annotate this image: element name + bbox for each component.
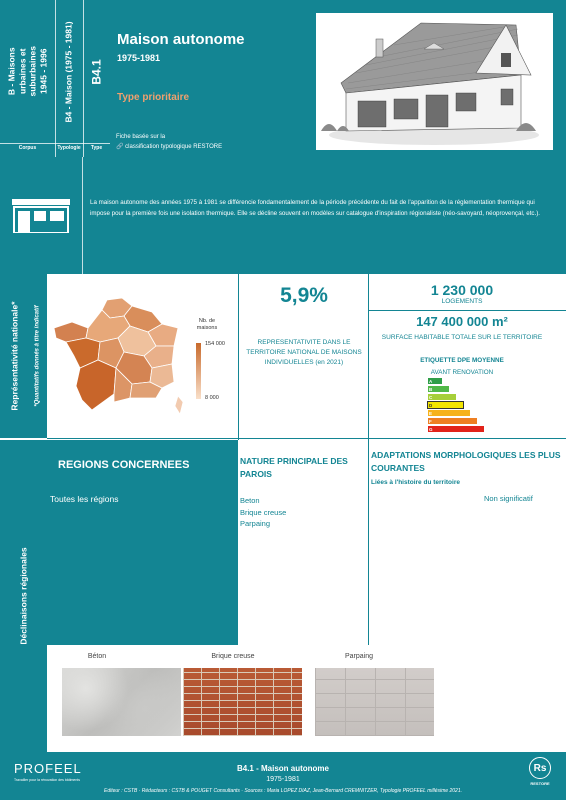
logements-label: LOGEMENTS [441,298,483,305]
typologie-column [55,0,83,143]
side-representativite [0,274,47,438]
dpe-class-d: D [428,402,463,408]
intro-text: La maison autonome des années 1975 à 1981 se différencie fondamentalement de la période précédente du fait de l'apparition de la réglementation thermique qui impose pour la première fois une isolation thermique. Elle se décline souvent en modèles sur catalogue d'inspiration régionaliste (néo-savoyard, néoprovençal, etc.). [90,199,541,217]
material-label-brique: Brique creuse [211,653,255,660]
material-swatch-brique [183,668,302,736]
dpe-title: ETIQUETTE DPE MOYENNE [420,357,504,364]
divider [368,310,566,311]
divider [0,143,110,144]
dpe-class-c: C [428,394,456,400]
surface-label: SURFACE HABITABLE TOTALE SUR LE TERRITOIRE [381,334,543,341]
map-legend-max: 154 000 [205,341,225,347]
typologie-col-label: Typologie [57,145,81,151]
restore-logo-label: RESTORE [530,781,550,786]
map-legend-label: Nb. de maisons [196,318,218,332]
link-icon: 🔗 [116,143,124,150]
percent-value: 5,9% [280,284,328,307]
percent-description: REPRESENTATIVITE DANS LE TERRITOIRE NATIONAL DE MAISONS INDIVIDUELLES (en 2021) [246,339,362,367]
side-note: *Quantitatifs donnés à titre indicatif [34,305,41,407]
side-title: Déclinaisons régionales [18,547,29,645]
footer-credits: Editeur : CSTB · Rédacteurs : CSTB & POUGET Consultants · Sources : Maria LOPEZ DIAZ, Jean-Bernard CREMNITZER, Typologie PROFEEL millésime 2021. [104,788,462,794]
material-swatch-beton [62,668,181,736]
adaptations-subtitle: Liées à l'histoire du territoire [371,479,460,486]
nature-item: Beton [240,496,260,505]
dpe-class-a: A [428,378,442,384]
type-label: B4.1 [89,58,104,85]
header-left-panel [0,0,110,157]
dpe-label-chart [428,378,498,438]
france-map [52,298,187,416]
nature-item: Brique creuse [240,507,287,517]
nature-list [240,495,286,530]
side-title-wrap [0,440,47,752]
logements-value: 1 230 000 [430,282,494,298]
material-label-beton: Béton [87,653,107,660]
fiche-link[interactable]: classification typologique RESTORE [125,143,223,150]
side-note-wrap [28,274,47,438]
profeel-tagline: Travailler pour la rénovation des bâtiments [14,778,81,782]
dpe-class-f: F [428,418,477,424]
corpus-column [0,0,55,143]
page-years: 1975-1981 [117,53,161,63]
profeel-logo: PROFEEL [14,761,82,776]
type-prioritaire-label: Type prioritaire [117,92,190,103]
fiche-note [116,133,222,152]
divider [47,438,566,439]
regions-value: Toutes les régions [50,494,119,504]
nature-item: Parpaing [240,519,271,529]
typologie-label: B4 - Maison (1975 - 1981) [64,20,75,123]
restore-logo: Rs [529,757,551,779]
material-label-parpaing: Parpaing [344,653,374,660]
adaptations-value: Non significatif [484,494,533,503]
page-title: Maison autonome [117,31,245,48]
divider [368,274,369,440]
dpe-class-b: B [428,386,449,392]
type-col-label: Type [90,145,103,151]
corpus-label: B - Maisons urbaines et suburbaines 1945 - 1996 [6,46,49,97]
map-legend-scale [196,343,201,399]
material-swatch-parpaing [315,668,434,736]
type-column [83,0,110,143]
side-title: Représentativité nationale* [10,301,20,411]
regions-title: REGIONS CONCERNEES [58,459,190,471]
fiche-line2-row[interactable] [116,143,222,153]
adaptations-title: ADAPTATIONS MORPHOLOGIQUES LES PLUS COURANTES [371,450,561,474]
divider [82,157,83,274]
fiche-line1: Fiche basée sur la [116,134,166,140]
nature-title: NATURE PRINCIPALE DES PAROIS [240,456,348,480]
surface-value: 147 400 000 m² [416,314,508,329]
house-illustration [316,13,553,150]
side-title-wrap [0,274,30,438]
side-declinaisons [0,440,47,752]
dpe-class-e: E [428,410,470,416]
map-legend-min: 8 000 [205,395,219,401]
footer-title: B4.1 - Maison autonome [236,764,329,773]
dpe-class-g: G [428,426,484,432]
corpus-col-label: Corpus [18,145,37,151]
building-icon [12,199,70,233]
divider [238,274,239,440]
footer-years: 1975-1981 [266,776,300,783]
divider [368,440,369,645]
dpe-subtitle: AVANT RENOVATION [430,369,494,376]
